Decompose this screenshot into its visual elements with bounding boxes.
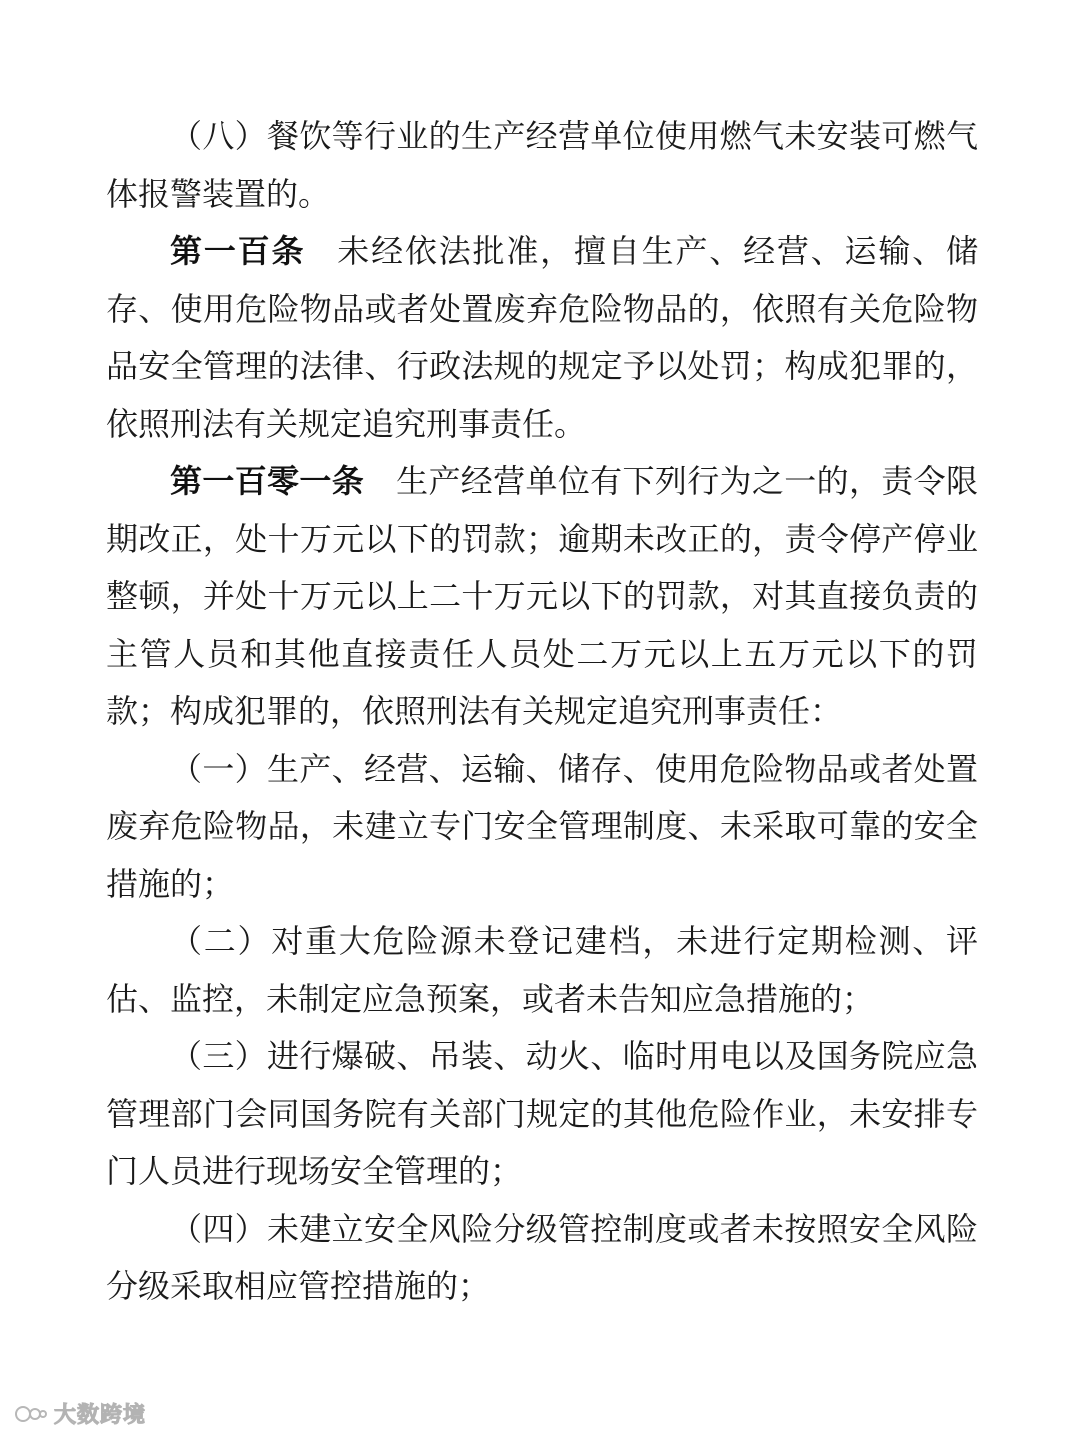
paragraph-item-2 xyxy=(106,913,978,1028)
document-body xyxy=(106,108,978,1316)
logo-icon xyxy=(14,1401,48,1427)
article-heading: 第一百条 xyxy=(170,232,306,270)
article-101 xyxy=(106,453,978,741)
paragraph-item-4 xyxy=(106,1201,978,1316)
paragraph-text: （三）进行爆破、吊装、动火、临时用电以及国务院应急管理部门会同国务院有关部门规定的其他危险作业，未安排专门人员进行现场安全管理的； xyxy=(106,1037,978,1190)
article-heading: 第一百零一条 xyxy=(170,462,365,500)
article-text: 未经依法批准，擅自生产、经营、运输、储存、使用危险物品或者处置废弃危险物品的，依照有关危险物品安全管理的法律、行政法规的规定予以处罚；构成犯罪的，依照刑法有关规定追究刑事责任。 xyxy=(106,232,978,443)
watermark xyxy=(14,1398,146,1429)
paragraph-text: （四）未建立安全风险分级管控制度或者未按照安全风险分级采取相应管控措施的； xyxy=(106,1209,978,1305)
article-100 xyxy=(106,223,978,453)
article-text: 生产经营单位有下列行为之一的，责令限期改正，处十万元以下的罚款；逾期未改正的，责令停产停业整顿，并处十万元以上二十万元以下的罚款，对其直接负责的主管人员和其他直接责任人员处二万元以上五万元以下的罚款；构成犯罪的，依照刑法有关规定追究刑事责任： xyxy=(106,462,978,730)
paragraph-item-8 xyxy=(106,108,978,223)
paragraph-text: （二）对重大危险源未登记建档，未进行定期检测、评估、监控，未制定应急预案，或者未告知应急措施的； xyxy=(106,922,978,1018)
paragraph-item-1 xyxy=(106,741,978,914)
paragraph-text: （八）餐饮等行业的生产经营单位使用燃气未安装可燃气体报警装置的。 xyxy=(106,117,978,213)
paragraph-text: （一）生产、经营、运输、储存、使用危险物品或者处置废弃危险物品，未建立专门安全管理制度、未采取可靠的安全措施的； xyxy=(106,749,978,903)
watermark-text: 大数跨境 xyxy=(54,1403,147,1428)
paragraph-item-3 xyxy=(106,1028,978,1201)
